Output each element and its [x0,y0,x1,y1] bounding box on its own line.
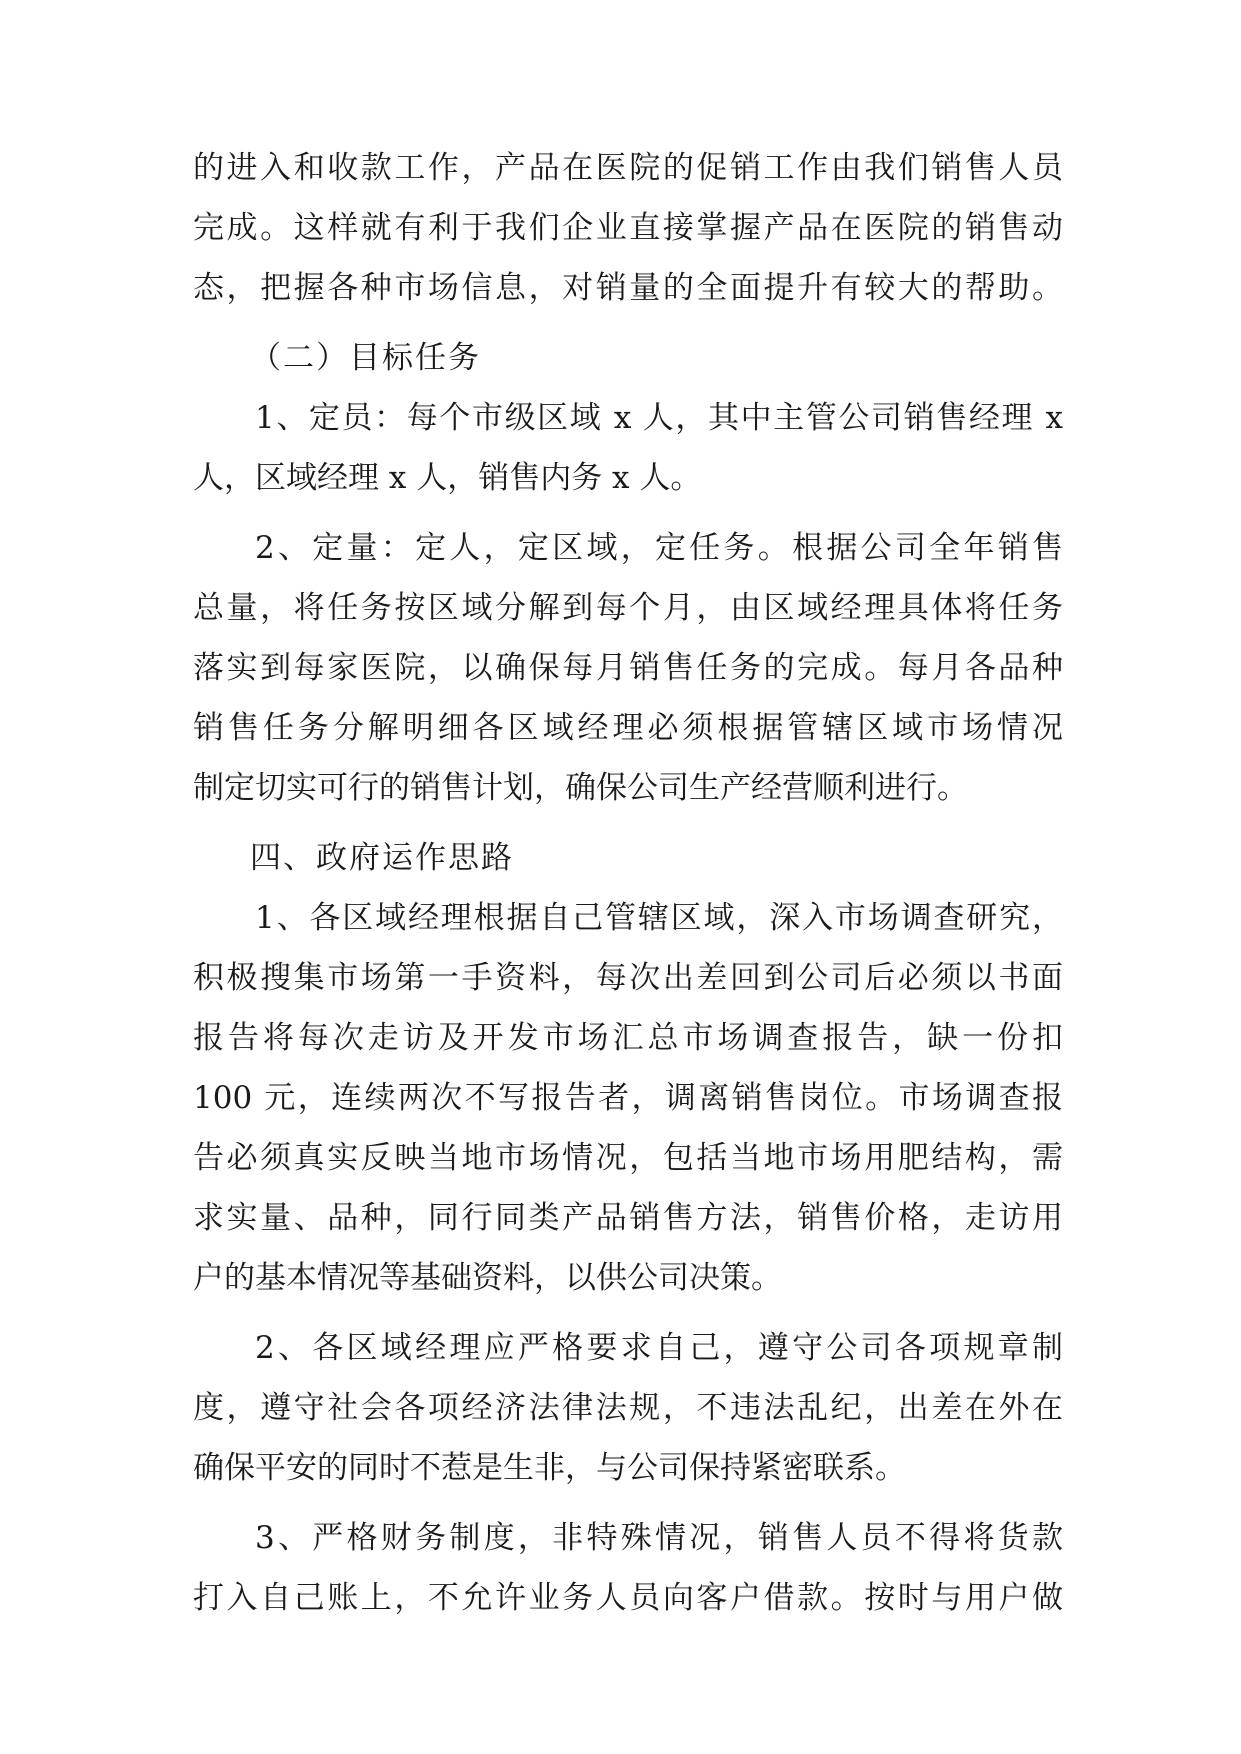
paragraph-line: 2、各区域经理应严格要求自己，遵守公司各项规章制 [255,1330,1063,1366]
paragraph-line: 求实量、品种，同行同类产品销售方法，销售价格，走访用 [193,1200,1063,1236]
paragraph-line: 人，区域经理 x 人，销售内务 x 人。 [193,460,702,496]
paragraph-line: 度，遵守社会各项经济法律法规，不违法乱纪，出差在外在 [193,1390,1063,1426]
paragraph-line: 打入自己账上，不允许业务人员向客户借款。按时与用户做 [193,1580,1063,1616]
paragraph-line: 100 元，连续两次不写报告者，调离销售岗位。市场调查报 [193,1080,1063,1116]
paragraph-line: 的进入和收款工作，产品在医院的促销工作由我们销售人员 [193,150,1063,186]
paragraph-line: 完成。这样就有利于我们企业直接掌握产品在医院的销售动 [193,210,1063,246]
paragraph-line: 态，把握各种市场信息，对销量的全面提升有较大的帮助。 [193,270,1063,306]
paragraph-line: 3、严格财务制度，非特殊情况，销售人员不得将货款 [255,1520,1063,1556]
paragraph-line: 1、定员：每个市级区域 x 人，其中主管公司销售经理 x [255,400,1063,436]
paragraph-line: 报告将每次走访及开发市场汇总市场调查报告，缺一份扣 [193,1020,1063,1056]
section-heading-targets: （二）目标任务 [250,340,481,376]
paragraph-line: 1、各区域经理根据自己管辖区域，深入市场调查研究， [255,900,1063,936]
paragraph-line: 告必须真实反映当地市场情况，包括当地市场用肥结构，需 [193,1140,1063,1176]
paragraph-line: 销售任务分解明细各区域经理必须根据管辖区域市场情况 [193,710,1063,746]
paragraph-line: 落实到每家医院，以确保每月销售任务的完成。每月各品种 [193,650,1063,686]
section-heading-government: 四、政府运作思路 [250,840,514,876]
paragraph-line: 积极搜集市场第一手资料，每次出差回到公司后必须以书面 [193,960,1063,996]
paragraph-line: 确保平安的同时不惹是生非，与公司保持紧密联系。 [193,1450,906,1486]
paragraph-line: 户的基本情况等基础资料，以供公司决策。 [193,1260,782,1296]
paragraph-line: 总量，将任务按区域分解到每个月，由区域经理具体将任务 [193,590,1063,626]
paragraph-line: 制定切实可行的销售计划，确保公司生产经营顺利进行。 [193,770,968,806]
paragraph-line: 2、定量：定人，定区域，定任务。根据公司全年销售 [255,530,1063,566]
